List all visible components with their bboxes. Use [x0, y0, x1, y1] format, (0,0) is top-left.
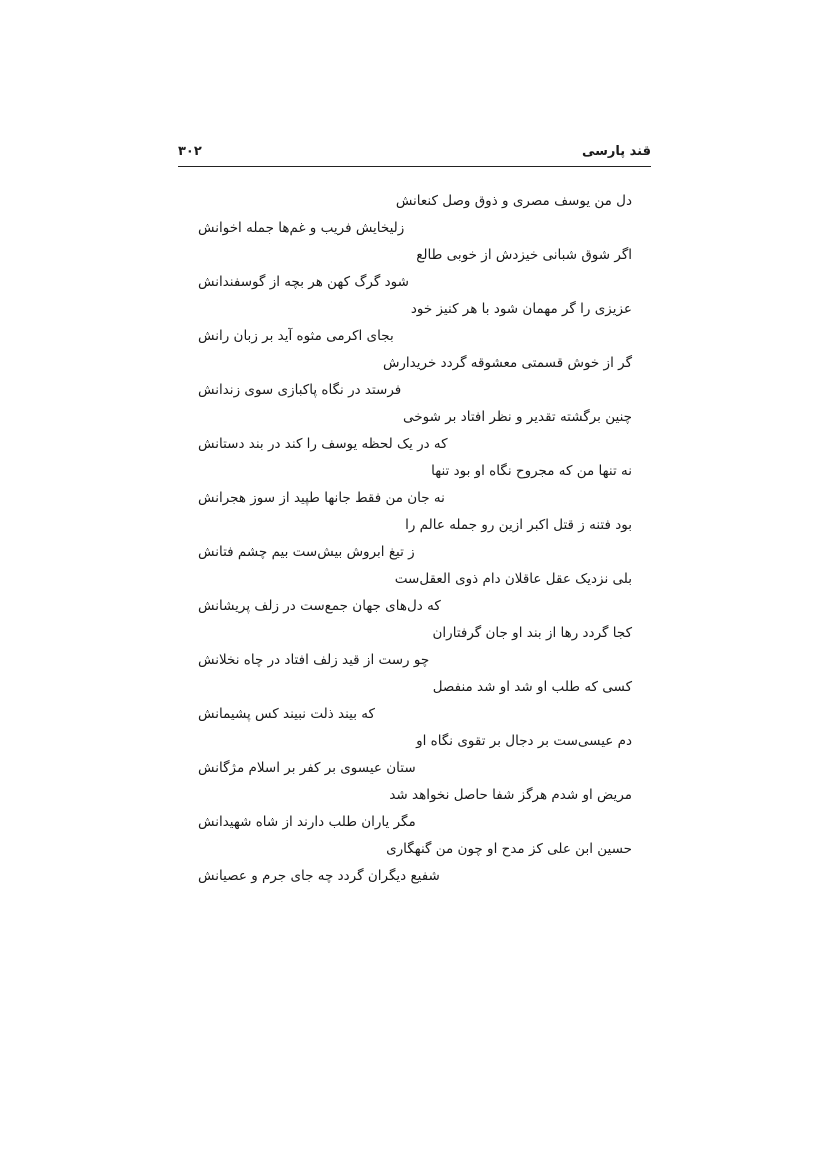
verse-line-13: بود فتنه ز قتل اکبر ازین رو جمله عالم را [405, 517, 632, 533]
verse-line-25: حسین ابن علی کز مدح او چون من گنهگاری [386, 841, 632, 857]
verse-line-3: اگر شوق شبانی خیزدش از خوبی طالع [416, 247, 632, 263]
verse-line-19: کسی که طلب او شد او شد منفصل [432, 679, 632, 695]
verse-line-2: زلیخایش فریب و غم‌ها جمله اخوانش [198, 220, 405, 236]
poem [178, 188, 632, 890]
verse-line-17: کجا گردد رها از بند او جان گرفتاران [432, 625, 632, 641]
verse-line-26: شفیع دیگران گردد چه جای جرم و عصیانش [198, 868, 440, 884]
verse-line-11: نه تنها من که مجروح نگاه او بود تنها [431, 463, 632, 479]
verse-line-18: چو رست از قید زلف افتاد در چاه نخلانش [198, 652, 430, 668]
page-number: ۳۰۲ [178, 144, 202, 159]
verse-line-16: که دل‌های جهان جمع‌ست در زلف پریشانش [198, 598, 441, 614]
verse-line-10: که در یک لحظه یوسف را کند در بند دستانش [198, 436, 448, 452]
verse-line-4: شود گرگ کهن هر بچه از گوسفندانش [198, 274, 409, 290]
verse-line-20: که بیند ذلت نبیند کس پشیمانش [198, 706, 375, 722]
verse-line-5: عزیزی را گر مهمان شود با هر کنیز خود [410, 301, 632, 317]
page-header [178, 140, 651, 167]
verse-line-1: دل من یوسف مصری و ذوق وصل کنعانش [395, 193, 632, 209]
verse-line-23: مریض او شدم هرگز شفا حاصل نخواهد شد [389, 787, 632, 803]
book-title: قند پارسی [581, 144, 651, 159]
verse-line-14: ز تیغ ابروش بیش‌ست بیم چشم فتانش [198, 544, 415, 560]
verse-line-12: نه جان من فقط جانها طپید از سوز هجرانش [198, 490, 445, 506]
verse-line-22: ستان عیسوی بر کفر بر اسلام مژگانش [198, 760, 416, 776]
verse-line-8: فرستد در نگاه پاکبازی سوی زندانش [198, 382, 402, 398]
verse-line-7: گر از خوش قسمتی معشوقه گردد خریدارش [382, 355, 632, 371]
verse-line-6: بجای اکرمی مثوه آید بر زبان رانش [198, 328, 394, 344]
verse-line-24: مگر یاران طلب دارند از شاه شهیدانش [198, 814, 416, 830]
verse-line-21: دم عیسی‌ست بر دجال بر تقوی نگاه او [416, 733, 632, 749]
verse-line-9: چنین برگشته تقدیر و نظر افتاد بر شوخی [403, 409, 632, 425]
verse-line-15: بلی نزدیک عقل عاقلان دام ذوی العقل‌ست [394, 571, 632, 587]
